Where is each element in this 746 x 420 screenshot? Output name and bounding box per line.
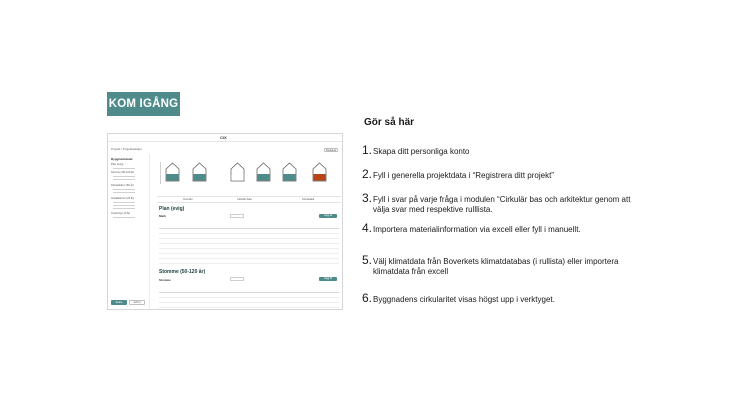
- sidebar-subline: [113, 176, 135, 177]
- section-stomme-input[interactable]: [230, 277, 244, 281]
- tab-bar: [157, 196, 341, 203]
- step-number: 1.: [362, 143, 373, 157]
- step-text: Fyll i generella projektdata i “Registrera ditt projekt”: [373, 171, 554, 180]
- tab-oversikt[interactable]: Översikt: [183, 198, 193, 201]
- table-header-cell: [208, 221, 224, 228]
- material-table-stomme: [159, 285, 339, 308]
- table-cell[interactable]: [290, 258, 306, 263]
- sidebar-subline: [113, 202, 135, 203]
- step-5: [362, 253, 632, 277]
- app-sidebar: [108, 154, 150, 310]
- sidebar-item[interactable]: Installationer (25 år): [111, 197, 135, 200]
- table-header-cell: [159, 285, 175, 292]
- table-header-cell: [192, 221, 208, 228]
- sidebar-item[interactable]: Inredning (10 år): [111, 212, 131, 215]
- table-header-cell: [323, 221, 339, 228]
- table-cell[interactable]: [208, 302, 224, 307]
- add-row-button[interactable]: Lägg till: [319, 214, 337, 218]
- table-header-cell: [224, 285, 240, 292]
- save-button[interactable]: Spara: [111, 300, 127, 305]
- sidebar-title: Byggnadsdelar: [111, 157, 133, 161]
- table-cell[interactable]: [274, 258, 290, 263]
- tab-cirkular-data[interactable]: Cirkulär data: [237, 198, 252, 201]
- edit-button[interactable]: Redigera: [325, 149, 337, 152]
- sidebar-subline: [113, 168, 135, 169]
- sidebar-item[interactable]: Stomme (50-120 år): [111, 171, 135, 174]
- step-4: [362, 221, 632, 235]
- app-topbar: [108, 134, 342, 142]
- table-cell[interactable]: [257, 258, 273, 263]
- table-header-cell: [290, 221, 306, 228]
- sidebar-item[interactable]: Klimatskärm (50 år): [111, 184, 134, 187]
- step-text: Fyll i svar på varje fråga i modulen “Cirkulär bas och arkitektur genom att välja svar med respektive rulllista.: [373, 195, 631, 214]
- step-3: [362, 191, 632, 215]
- section-plan-input[interactable]: [230, 214, 244, 218]
- section-plan-subtitle: Mark: [159, 214, 167, 218]
- table-header-cell: [257, 285, 273, 292]
- house-indicator: [165, 162, 180, 182]
- table-header-cell: [274, 285, 290, 292]
- table-cell[interactable]: [175, 302, 191, 307]
- sidebar-subline: [113, 192, 135, 193]
- tab-klimatdata[interactable]: Klimatdata: [302, 198, 315, 201]
- cancel-button[interactable]: Avbryt: [129, 300, 145, 305]
- table-cell[interactable]: [159, 302, 175, 307]
- table-cell[interactable]: [192, 258, 208, 263]
- section-plan-title: Plan (evig): [159, 206, 185, 212]
- table-header-cell: [274, 221, 290, 228]
- table-cell[interactable]: [274, 302, 290, 307]
- sidebar-subline: [113, 179, 135, 180]
- table-header-cell: [323, 285, 339, 292]
- table-cell[interactable]: [224, 258, 240, 263]
- table-header-cell: [175, 285, 191, 292]
- table-header-cell: [208, 285, 224, 292]
- table-cell[interactable]: [175, 258, 191, 263]
- table-cell[interactable]: [290, 302, 306, 307]
- section-stomme-title: Stomme (50-120 år): [159, 269, 206, 275]
- step-1: [362, 143, 632, 157]
- table-cell[interactable]: [257, 302, 273, 307]
- step-text: Välj klimatdata från Boverkets klimatdatabas (i rullista) eller importera klimatdata från excell: [373, 257, 619, 276]
- table-header-cell: [257, 221, 273, 228]
- step-text: Importera materialinformation via excell eller fyll i manuellt.: [373, 225, 581, 234]
- kom-igang-badge: KOM IGÅNG: [107, 92, 180, 116]
- breadcrumb: [111, 147, 142, 151]
- table-cell[interactable]: [323, 258, 339, 263]
- table-cell[interactable]: [306, 302, 322, 307]
- table-cell[interactable]: [241, 302, 257, 307]
- table-header-cell: [290, 285, 306, 292]
- breadcrumb-text: Projekt / Projektdetaljer: [111, 147, 143, 151]
- sidebar-subline: [113, 208, 135, 209]
- table-header-cell: [306, 221, 322, 228]
- sidebar-subline: [113, 189, 135, 190]
- house-indicator: [230, 162, 245, 182]
- house-indicator: [282, 162, 297, 182]
- table-cell[interactable]: [306, 258, 322, 263]
- instructions-heading: Gör så här: [364, 117, 415, 128]
- house-indicator: [312, 162, 327, 182]
- add-row-button[interactable]: Lägg till: [319, 277, 337, 281]
- table-header-cell: [192, 285, 208, 292]
- table-header-cell: [306, 285, 322, 292]
- step-number: 5.: [362, 253, 373, 267]
- section-stomme-subtitle: Stomme: [159, 278, 171, 282]
- table-header-cell: [175, 221, 191, 228]
- house-chart-axis: [160, 162, 161, 184]
- table-cell[interactable]: [241, 258, 257, 263]
- table-header-cell: [159, 221, 175, 228]
- sidebar-subline: [113, 217, 135, 218]
- table-cell[interactable]: [323, 302, 339, 307]
- step-number: 6.: [362, 291, 373, 305]
- step-2: [362, 167, 632, 181]
- table-cell[interactable]: [159, 258, 175, 263]
- table-cell[interactable]: [192, 302, 208, 307]
- step-number: 2.: [362, 167, 373, 181]
- table-cell[interactable]: [224, 302, 240, 307]
- step-text: Byggnadens cirkularitet visas högst upp i verktyget.: [373, 295, 555, 304]
- app-screenshot: [107, 133, 343, 310]
- step-number: 4.: [362, 221, 373, 235]
- house-indicator: [256, 162, 271, 182]
- table-cell[interactable]: [208, 258, 224, 263]
- step-number: 3.: [362, 191, 373, 205]
- material-table-plan: [159, 221, 339, 264]
- house-indicator: [192, 162, 207, 182]
- table-row[interactable]: [159, 302, 339, 307]
- table-header-cell: [241, 221, 257, 228]
- sidebar-subline: [113, 205, 135, 206]
- table-row[interactable]: [159, 258, 339, 263]
- table-header-cell: [241, 285, 257, 292]
- table-header-cell: [224, 221, 240, 228]
- step-6: [362, 291, 632, 305]
- app-logo: CiX: [220, 135, 227, 140]
- step-text: Skapa ditt personliga konto: [373, 147, 470, 156]
- sidebar-item[interactable]: Plan (evig): [111, 163, 124, 166]
